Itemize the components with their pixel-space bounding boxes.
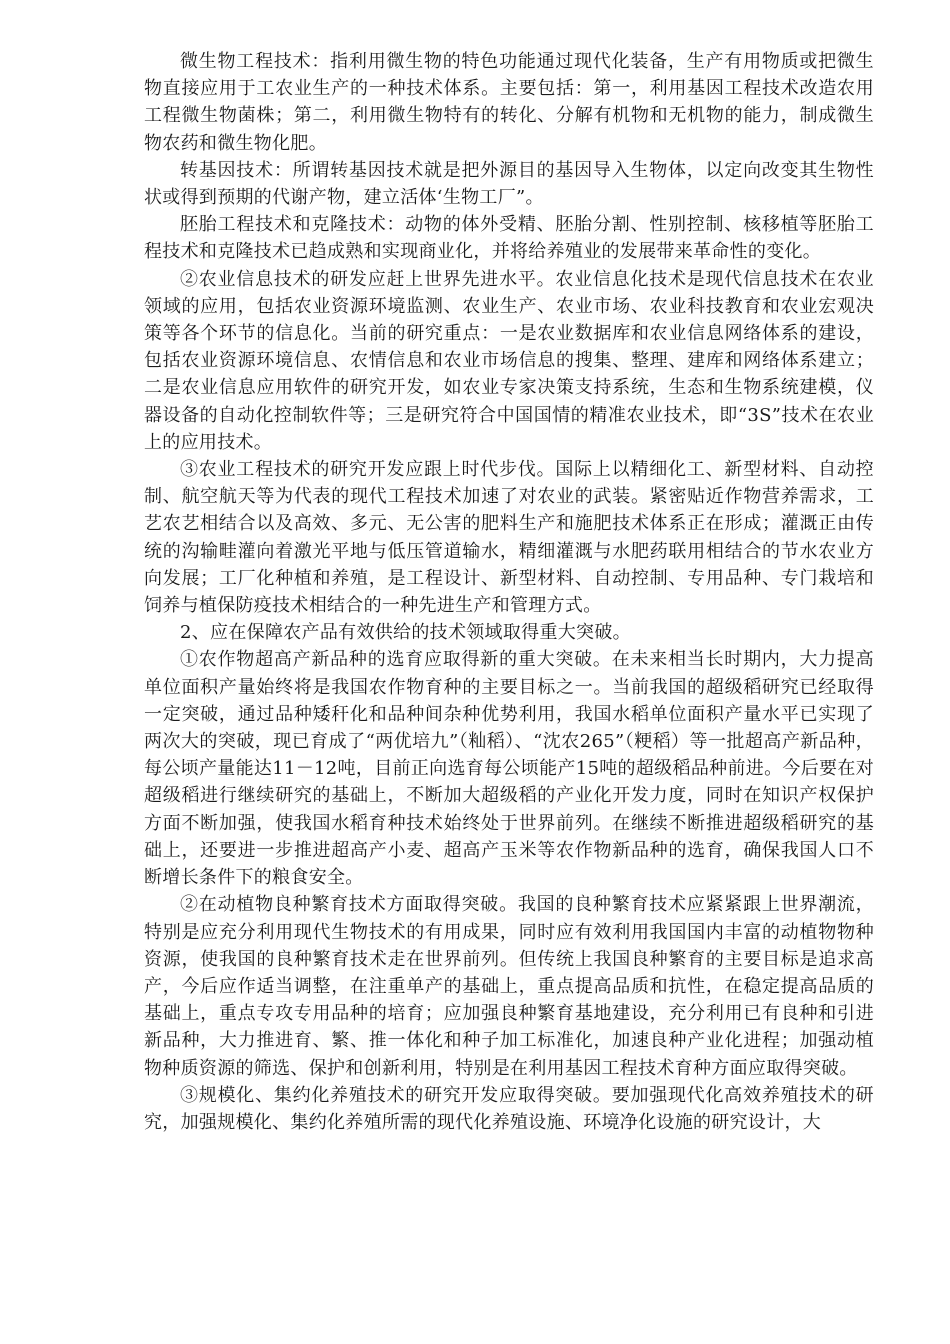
paragraph-embryo-cloning: 胚胎工程技术和克隆技术：动物的体外受精、胚胎分割、性别控制、核移植等胚胎工程技术和克隆技术已趋成熟和实现商业化，并将给养殖业的发展带来革命性的变化。 [144,214,874,263]
paragraph-agri-information-tech: ②农业信息技术的研发应赶上世界先进水平。农业信息化技术是现代信息技术在农业领域的应用，包括农业资源环境监测、农业生产、农业市场、农业科技教育和农业宏观决策等各个环节的信息化。当前的研究重点：一是农业数据库和农业信息网络体系的建设，包括农业资源环境信息、农情信息和农业市场信息的搜集、整理、建库和网络体系建立；二是农业信息应用软件的研究开发，如农业专家决策支持系统，生态和生物系统建模，仪器设备的自动化控制软件等；三是研究符合中国国情的精准农业技术，即“3S”技术在农业上的应用技术。 [144,268,874,453]
paragraph-agri-engineering-tech: ③农业工程技术的研究开发应跟上时代步伐。国际上以精细化工、新型材料、自动控制、航空航天等为代表的现代工程技术加速了对农业的武装。紧密贴近作物营养需求，工艺农艺相结合以及高效、多元、无公害的肥料生产和施肥技术体系正在形成；灌溉正由传统的沟输畦灌向着激光平地与低压管道输水，精细灌溉与水肥药联用相结合的节水农业方向发展；工厂化种植和养殖，是工程设计、新型材料、自动控制、专用品种、专门栽培和饲养与植保防疫技术相结合的一种先进生产和管理方式。 [144,459,874,617]
paragraph-transgenic-technology: 转基因技术：所谓转基因技术就是把外源目的基因导入生物体，以定向改变其生物性状或得到预期的代谢产物，建立活体‘生物工厂”。 [144,159,874,209]
paragraph-intensive-farming: ③规模化、集约化养殖技术的研究开发应取得突破。要加强现代化高效养殖技术的研究，加强规模化、集约化养殖所需的现代化养殖设施、环境净化设施的研究设计，大 [144,1084,874,1133]
paragraph-super-high-yield-crops: ①农作物超高产新品种的选育应取得新的重大突破。在未来相当长时期内，大力提高单位面积产量始终将是我国农作物育种的主要目标之一。当前我国的超级稻研究已经取得一定突破，通过品种矮秆化和品种间杂种优势利用，我国水稻单位面积产量水平已实现了两次大的突破，现已育成了“两优培九”（籼稻）、“沈农265”（粳稻）等一批超高产新品种，每公顷产量能达11－12吨，目前正向选育每公顷能产15吨的超级稻品种前进。今后要在对超级稻进行继续研究的基础上，不断加大超级稻的产业化开发力度，同时在知识产权保护方面不断加强，使我国水稻育种技术始终处于世界前列。在继续不断推进超级稻研究的基础上，还要进一步推进超高产小麦、超高产玉米等农作物新品种的选育，确保我国人口不断增长条件下的粮食安全。 [144,649,874,889]
paragraph-section-heading-2: 2、应在保障农产品有效供给的技术领域取得重大突破。 [180,622,631,644]
paragraph-microbial-engineering: 微生物工程技术：指利用微生物的特色功能通过现代化装备，生产有用物质或把微生物直接应用于工农业生产的一种技术体系。主要包括：第一，利用基因工程技术改造农用工程微生物菌株；第二，利用微生物特有的转化、分解有机物和无机物的能力，制成微生物农药和微生物化肥。 [144,51,874,154]
paragraph-breeding-technology: ②在动植物良种繁育技术方面取得突破。我国的良种繁育技术应紧紧跟上世界潮流，特别是应充分利用现代生物技术的有用成果，同时应有效利用我国国内丰富的动植物物种资源，使我国的良种繁育技术走在世界前列。但传统上我国良种繁育的主要目标是追求高产，今后应作适当调整，在注重单产的基础上，重点提高品质和抗性，在稳定提高品质的基础上，重点专攻专用品种的培育；应加强良种繁育基地建设，充分利用已有良种和引进新品种，大力推进育、繁、推一体化和种子加工标准化，加速良种产业化进程；加强动植物种质资源的筛选、保护和创新利用，特别是在利用基因工程技术育种方面应取得突破。 [144,894,874,1079]
document-body [144,48,874,1136]
